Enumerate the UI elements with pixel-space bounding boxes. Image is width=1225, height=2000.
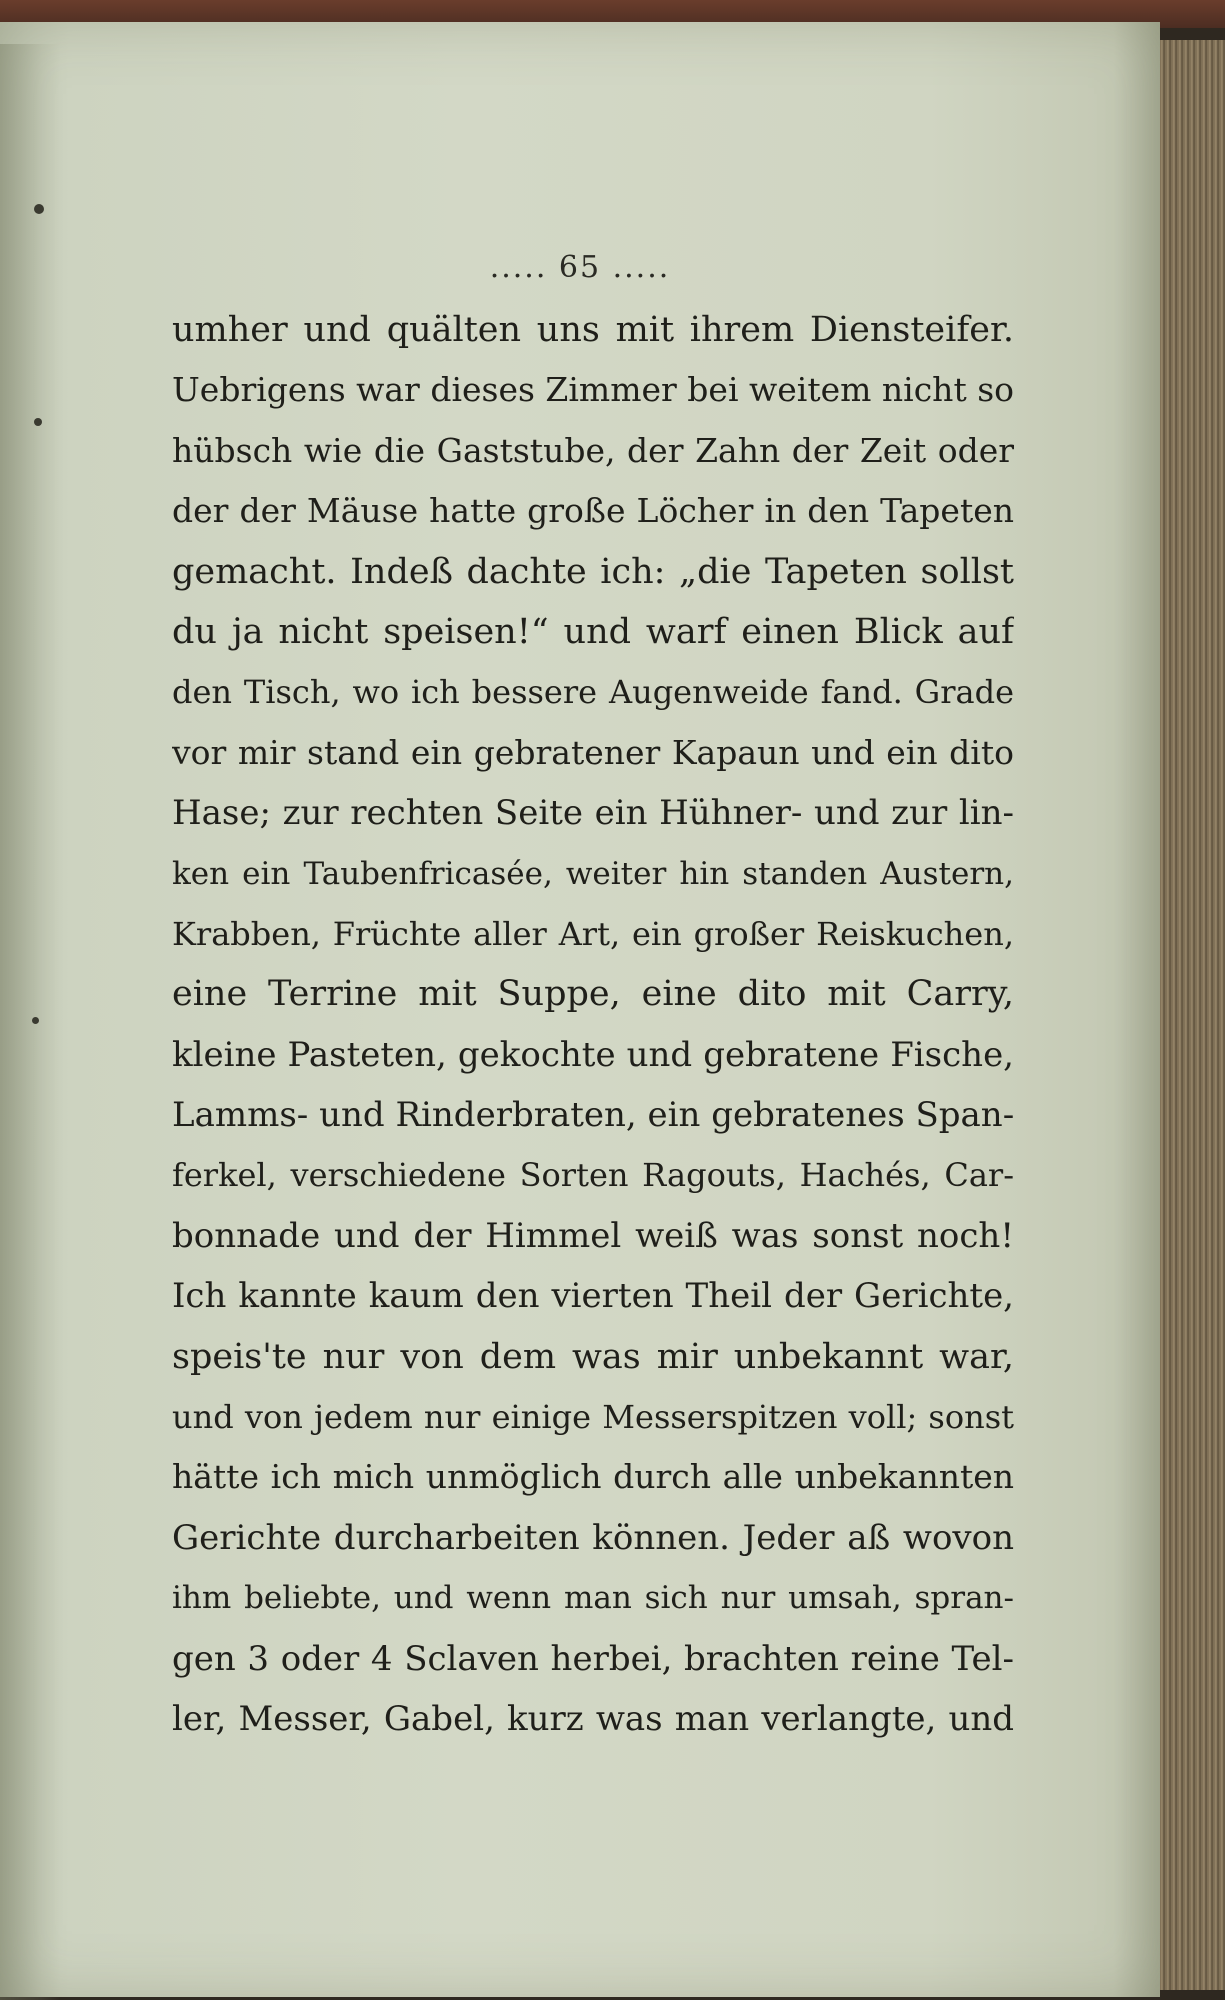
ink-spot [34, 418, 42, 426]
page-number: ..... 65 ..... [489, 250, 671, 285]
text-line: und von jedem nur einige Messerspitzen voll; sonst [172, 1398, 1014, 1437]
text-line: Gerichte durcharbeiten können. Jeder aß wovon [172, 1517, 1014, 1558]
text-line: speis'te nur von dem was mir unbekannt war, [172, 1336, 1014, 1377]
text-line: der der Mäuse hatte große Löcher in den Tapeten [172, 491, 1014, 531]
text-line: bonnade und der Himmel weiß was sonst noch! [172, 1215, 1014, 1256]
page-gutter [0, 44, 60, 2000]
text-line: vor mir stand ein gebratener Kapaun und ein dito [172, 732, 1014, 772]
text-line: du ja nicht speisen!“ und warf einen Blick auf [172, 611, 1014, 652]
text-line: kleine Pasteten, gekochte und gebratene Fische, [172, 1034, 1014, 1075]
text-line: ken ein Taubenfricasée, weiter hin standen Austern, [172, 855, 1014, 892]
text-line: Hase; zur rechten Seite ein Hühner- und zur lin- [172, 793, 1014, 834]
text-line: Lamms- und Rinderbraten, ein gebratenes Span- [172, 1095, 1014, 1136]
text-line: ler, Messer, Gabel, kurz was man verlangte, und [172, 1698, 1014, 1739]
body-text [172, 300, 1014, 1749]
ink-spot [34, 204, 44, 214]
text-line: hübsch wie die Gaststube, der Zahn der Zeit oder [172, 430, 1014, 470]
text-line: umher und quälten uns mit ihrem Diensteifer. [172, 310, 1014, 350]
ink-spot [32, 1017, 39, 1024]
page-edges-stack [1160, 40, 1225, 1990]
text-line: hätte ich mich unmöglich durch alle unbekannten [172, 1457, 1014, 1497]
text-line: eine Terrine mit Suppe, eine dito mit Carry, [172, 974, 1014, 1015]
text-line: den Tisch, wo ich bessere Augenweide fand. Grade [172, 673, 1014, 712]
text-line: Ich kannte kaum den vierten Theil der Gerichte, [172, 1276, 1014, 1317]
text-line: Uebrigens war dieses Zimmer bei weitem nicht so [172, 370, 1014, 410]
text-line: ihm beliebte, und wenn man sich nur umsah, spran- [172, 1580, 1014, 1617]
text-line: ferkel, verschiedene Sorten Ragouts, Hachés, Car- [172, 1156, 1014, 1195]
text-line: gemacht. Indeß dachte ich: „die Tapeten sollst [172, 551, 1014, 592]
page-paper [0, 22, 1160, 1997]
text-line: gen 3 oder 4 Sclaven herbei, brachten reine Tel- [172, 1638, 1014, 1679]
text-line: Krabben, Früchte aller Art, ein großer Reiskuchen, [172, 914, 1014, 953]
